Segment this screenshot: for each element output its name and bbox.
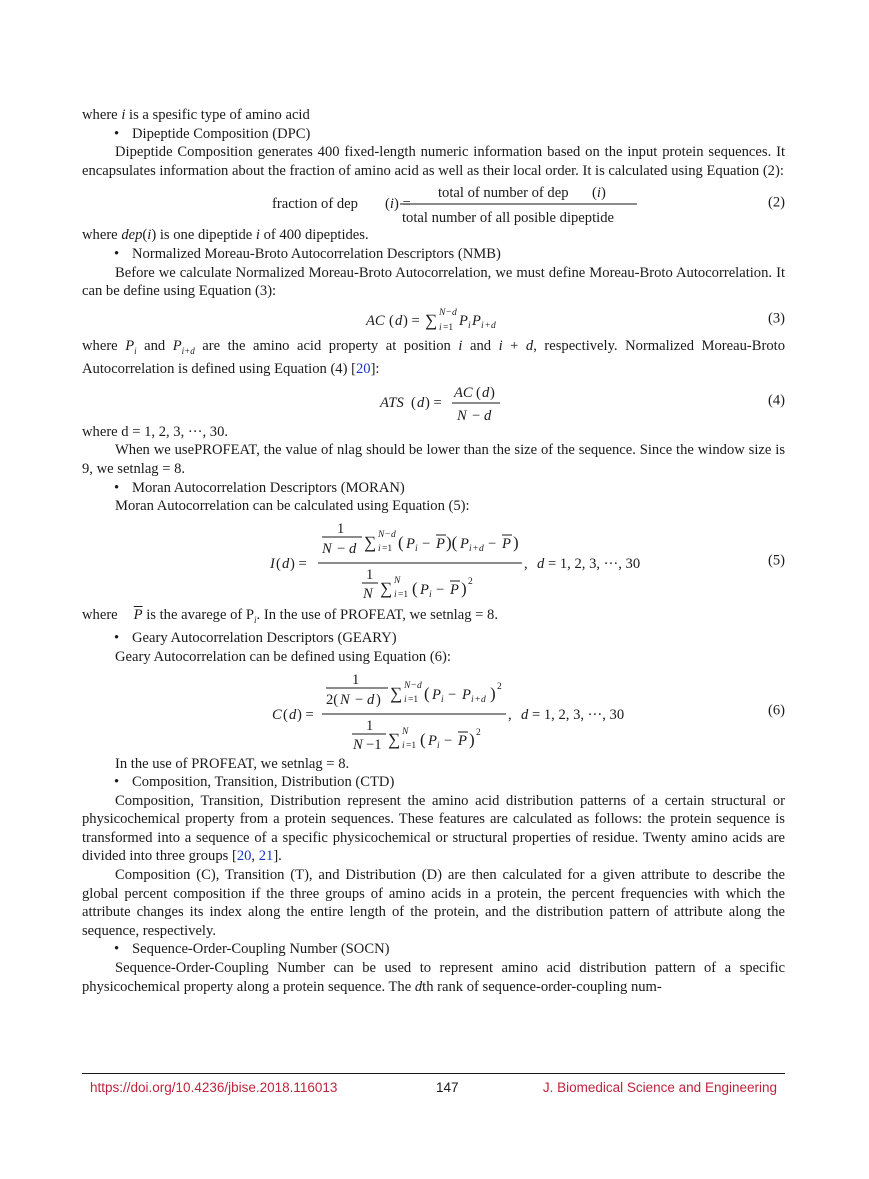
svg-text:(: ( xyxy=(420,729,426,749)
svg-text:(: ( xyxy=(389,312,394,329)
bullet-label: Normalized Moreau-Broto Autocorrelation Descriptors (NMB) xyxy=(132,245,501,262)
doi-link[interactable]: https://doi.org/10.4236/jbise.2018.116013 xyxy=(90,1080,338,1095)
svg-text:) =: ) = xyxy=(425,394,442,411)
paragraph-ctd-2: Composition (C), Transition (T), and Distribution (D) are then calculated for a given attribute to describe the global percent composition if the three groups of amino acids in a protein, the percent frequencies with which the attribute changes its index along the entire length of the protein, and the distribution pattern of attribute along the sequence, respectively. xyxy=(82,867,785,939)
svg-text:N: N xyxy=(457,407,467,424)
equation-5 xyxy=(82,516,785,606)
svg-text:1: 1 xyxy=(352,671,360,688)
svg-text:): ) xyxy=(490,683,496,703)
bullet-label: Geary Autocorrelation Descriptors (GEARY) xyxy=(132,630,397,647)
svg-text:2(: 2( xyxy=(326,691,339,708)
svg-text:−: − xyxy=(444,732,453,749)
svg-text:−: − xyxy=(422,535,431,552)
svg-text:,: , xyxy=(508,706,512,723)
svg-text:N: N xyxy=(404,680,411,691)
eq2-numerator: total of number of dep xyxy=(438,185,569,202)
svg-text:∑: ∑ xyxy=(388,729,401,749)
svg-text:) =: ) = xyxy=(403,312,420,329)
svg-text:+: + xyxy=(473,543,479,554)
svg-text:(: ( xyxy=(276,555,281,572)
svg-text:i: i xyxy=(404,694,407,705)
equation-3-svg xyxy=(82,301,785,337)
svg-text:d: d xyxy=(417,394,425,411)
svg-text:(: ( xyxy=(398,532,404,552)
paragraph-pbar-def: where $\overline{P}$ is the avarege of $P_i$. In the use of PROFEAT, we setnlag = 8. xyxy=(82,606,498,625)
svg-text:P: P xyxy=(420,581,429,598)
svg-text:−: − xyxy=(337,540,346,557)
page-footer xyxy=(82,1073,785,1095)
eq2-numerator-arg: (i) xyxy=(592,185,606,202)
svg-text:∑: ∑ xyxy=(380,578,393,598)
eq2-lhs-arg: (i) = xyxy=(385,196,411,213)
svg-text:N: N xyxy=(402,726,409,737)
svg-text:∑: ∑ xyxy=(425,310,438,330)
svg-text:P: P xyxy=(502,535,511,552)
eq2-lhs: fraction of dep xyxy=(272,196,358,213)
svg-text:i: i xyxy=(415,543,418,554)
svg-text:i: i xyxy=(441,694,444,705)
svg-text:d: d xyxy=(289,706,297,723)
math-var: i xyxy=(121,107,126,123)
svg-text:(: ( xyxy=(476,384,481,401)
svg-text:(: ( xyxy=(424,683,430,703)
paragraph-geary: Geary Autocorrelation can be defined using Equation (6): xyxy=(115,648,451,665)
svg-text:=1: =1 xyxy=(398,589,409,600)
svg-text:I: I xyxy=(270,555,275,572)
equation-6 xyxy=(82,667,785,755)
svg-text:(: ( xyxy=(412,578,418,598)
svg-text:−: − xyxy=(411,680,417,691)
page-number: 147 xyxy=(436,1080,459,1095)
svg-text:i: i xyxy=(437,740,440,751)
svg-text:P: P xyxy=(450,581,459,598)
svg-text:i: i xyxy=(402,740,405,751)
equation-4 xyxy=(82,379,785,423)
svg-text:N: N xyxy=(439,307,446,318)
equation-4-svg xyxy=(82,379,785,423)
eq6-label: (6) xyxy=(767,702,785,719)
equation-5-svg xyxy=(82,516,785,606)
eq3-label: (3) xyxy=(767,310,785,327)
svg-text:d: d xyxy=(367,691,375,708)
eq4-label: (4) xyxy=(767,392,785,409)
svg-text:=1: =1 xyxy=(406,740,417,751)
paragraph-pi-def: where $P_i$ and $P_{i+d}$ are the amino acid property at position i and i + d, respectively. Normalized Moreau-Broto Autocorrelation is defined using Equation (4) [20]: xyxy=(82,337,785,378)
svg-text:P: P xyxy=(472,312,481,329)
svg-text:i: i xyxy=(439,322,442,333)
bullet-ctd: • Composition, Transition, Distribution (CTD) xyxy=(114,774,395,791)
svg-text:= 1, 2, 3, ···, 30: = 1, 2, 3, ···, 30 xyxy=(548,555,641,572)
svg-text:−: − xyxy=(446,307,452,318)
citation-link[interactable]: 21 xyxy=(258,848,274,865)
svg-text:P: P xyxy=(462,686,471,703)
svg-text:−1: −1 xyxy=(366,736,382,753)
svg-text:): ) xyxy=(461,578,467,598)
svg-text:d: d xyxy=(481,694,486,705)
svg-text:2: 2 xyxy=(476,727,481,738)
bullet-dpc: • Dipeptide Composition (DPC) xyxy=(114,125,311,142)
eq2-denominator: total number of all posible dipeptide xyxy=(402,210,614,227)
journal-name: J. Biomedical Science and Engineering xyxy=(542,1080,777,1095)
citation-link[interactable]: 20 xyxy=(236,848,252,865)
paragraph-amino-acid-def xyxy=(82,106,785,125)
svg-text:d: d xyxy=(537,555,545,572)
svg-text:N: N xyxy=(394,575,401,586)
svg-text:d: d xyxy=(417,680,422,691)
bullet-geary: • Geary Autocorrelation Descriptors (GEARY) xyxy=(114,630,397,647)
svg-text:=1: =1 xyxy=(382,543,393,554)
svg-text:∑: ∑ xyxy=(364,532,377,552)
svg-text:2: 2 xyxy=(497,681,502,692)
svg-text:1: 1 xyxy=(337,520,345,537)
paragraph-nmb: Before we calculate Normalized Moreau-Broto Autocorrelation, we must define Moreau-Broto Autocorrelation. It can be define using Equation (3): xyxy=(82,264,785,300)
svg-text:AC: AC xyxy=(454,384,473,401)
svg-text:(: ( xyxy=(283,706,288,723)
bullet-label: Dipeptide Composition (DPC) xyxy=(132,125,311,142)
svg-text:d: d xyxy=(521,706,529,723)
svg-text:d: d xyxy=(479,543,484,554)
svg-text:−: − xyxy=(385,529,391,540)
bullet-label: Moran Autocorrelation Descriptors (MORAN) xyxy=(132,479,405,496)
paragraph-dpc: Dipeptide Composition generates 400 fixed-length numeric information based on the input protein sequences. It encapsulates information about the fraction of amino acid as well as their local order. It is calculated using Equation (2): xyxy=(82,144,785,179)
svg-text:d: d xyxy=(395,312,403,329)
svg-text:d: d xyxy=(491,320,496,331)
svg-text:N: N xyxy=(353,736,363,753)
svg-text:d: d xyxy=(482,384,490,401)
svg-text:d: d xyxy=(484,407,492,424)
svg-text:): ) xyxy=(513,532,519,552)
svg-text:−: − xyxy=(436,581,445,598)
svg-text:P: P xyxy=(436,535,445,552)
citation-link[interactable]: 20 xyxy=(355,361,371,378)
paragraph-socn: Sequence-Order-Coupling Number can be used to represent amino acid distribution pattern of a specific physicochemical property along a protein sequence. The dth rank of sequence-order-coupling num- xyxy=(82,960,785,995)
equation-6-svg xyxy=(82,667,785,755)
page-body xyxy=(82,106,785,996)
svg-text:d: d xyxy=(282,555,290,572)
svg-text:P: P xyxy=(460,535,469,552)
svg-text:−: − xyxy=(472,407,481,424)
bullet-moran: • Moran Autocorrelation Descriptors (MORAN) xyxy=(114,479,405,496)
text-span: where xyxy=(82,107,122,123)
paragraph-dep-def: where dep(i) is one dipeptide i of 400 dipeptides. xyxy=(82,227,369,244)
equation-2 xyxy=(82,180,785,226)
svg-text:−: − xyxy=(488,535,497,552)
svg-text:N: N xyxy=(378,529,385,540)
svg-text:−: − xyxy=(448,686,457,703)
svg-text:P: P xyxy=(432,686,441,703)
svg-text:i: i xyxy=(394,589,397,600)
svg-text:N: N xyxy=(363,585,373,602)
svg-text:2: 2 xyxy=(468,576,473,587)
svg-text:P: P xyxy=(458,732,467,749)
svg-text:(: ( xyxy=(411,394,416,411)
svg-text:d: d xyxy=(391,529,396,540)
svg-text:d: d xyxy=(349,540,357,557)
paragraph-profeat: When we usePROFEAT, the value of nlag should be lower than the size of the sequence. Since the window size is 9, we setnlag = 8. xyxy=(82,442,785,478)
svg-text:+: + xyxy=(475,694,481,705)
svg-text:−: − xyxy=(355,691,364,708)
equation-2-svg xyxy=(82,180,785,226)
svg-text:i: i xyxy=(481,320,484,331)
paragraph-d-range: where d = 1, 2, 3, ···, 30. xyxy=(82,423,229,440)
svg-text:,: , xyxy=(524,555,528,572)
paragraph-moran: Moran Autocorrelation can be calculated using Equation (5): xyxy=(115,498,470,515)
svg-text:N: N xyxy=(340,691,350,708)
eq2-label: (2) xyxy=(767,195,785,212)
svg-text:) =: ) = xyxy=(290,555,307,572)
svg-text:): ) xyxy=(490,384,495,401)
svg-text:i: i xyxy=(469,543,472,554)
bullet-label: Composition, Transition, Distribution (CTD) xyxy=(132,774,395,791)
svg-text:)(: )( xyxy=(446,532,458,552)
svg-text:P: P xyxy=(406,535,415,552)
svg-text:) =: ) = xyxy=(297,706,314,723)
svg-text:= 1, 2, 3, ···, 30: = 1, 2, 3, ···, 30 xyxy=(532,706,625,723)
svg-text:i: i xyxy=(471,694,474,705)
svg-text:1: 1 xyxy=(366,717,374,734)
bullet-nmb: • Normalized Moreau-Broto Autocorrelation Descriptors (NMB) xyxy=(114,245,501,262)
svg-text:): ) xyxy=(469,729,475,749)
svg-text:P: P xyxy=(459,312,468,329)
paragraph-geary-nlag: In the use of PROFEAT, we setnlag = 8. xyxy=(115,755,350,772)
svg-text:d: d xyxy=(452,307,457,318)
svg-text:∑: ∑ xyxy=(390,683,403,703)
svg-text:N: N xyxy=(322,540,332,557)
eq5-label: (5) xyxy=(767,552,785,569)
svg-text:+: + xyxy=(485,320,491,331)
paragraph-ctd-1: Composition, Transition, Distribution represent the amino acid distribution patterns of a certain structural or physicochemical property from a protein sequences. These features are calculated as follows: the protein sequence is transformed into a sequence of a specific physicochemical or structural properties of residue. Twenty amino acids are divided into three groups [20, 21]. xyxy=(82,792,785,865)
svg-text:P: P xyxy=(428,732,437,749)
svg-text:i: i xyxy=(378,543,381,554)
svg-text:1: 1 xyxy=(366,566,374,583)
svg-text:i: i xyxy=(429,589,432,600)
bullet-socn: • Sequence-Order-Coupling Number (SOCN) xyxy=(114,941,390,958)
svg-text:ATS: ATS xyxy=(380,394,404,411)
svg-text:i: i xyxy=(468,320,471,331)
svg-text:C: C xyxy=(272,706,282,723)
bullet-label: Sequence-Order-Coupling Number (SOCN) xyxy=(132,941,390,958)
text-span: is a spesific type of amino acid xyxy=(125,107,310,123)
svg-text:=1: =1 xyxy=(443,322,454,333)
svg-text:=1: =1 xyxy=(408,694,419,705)
svg-text:): ) xyxy=(376,691,381,708)
svg-text:AC: AC xyxy=(366,312,385,329)
equation-3 xyxy=(82,301,785,337)
